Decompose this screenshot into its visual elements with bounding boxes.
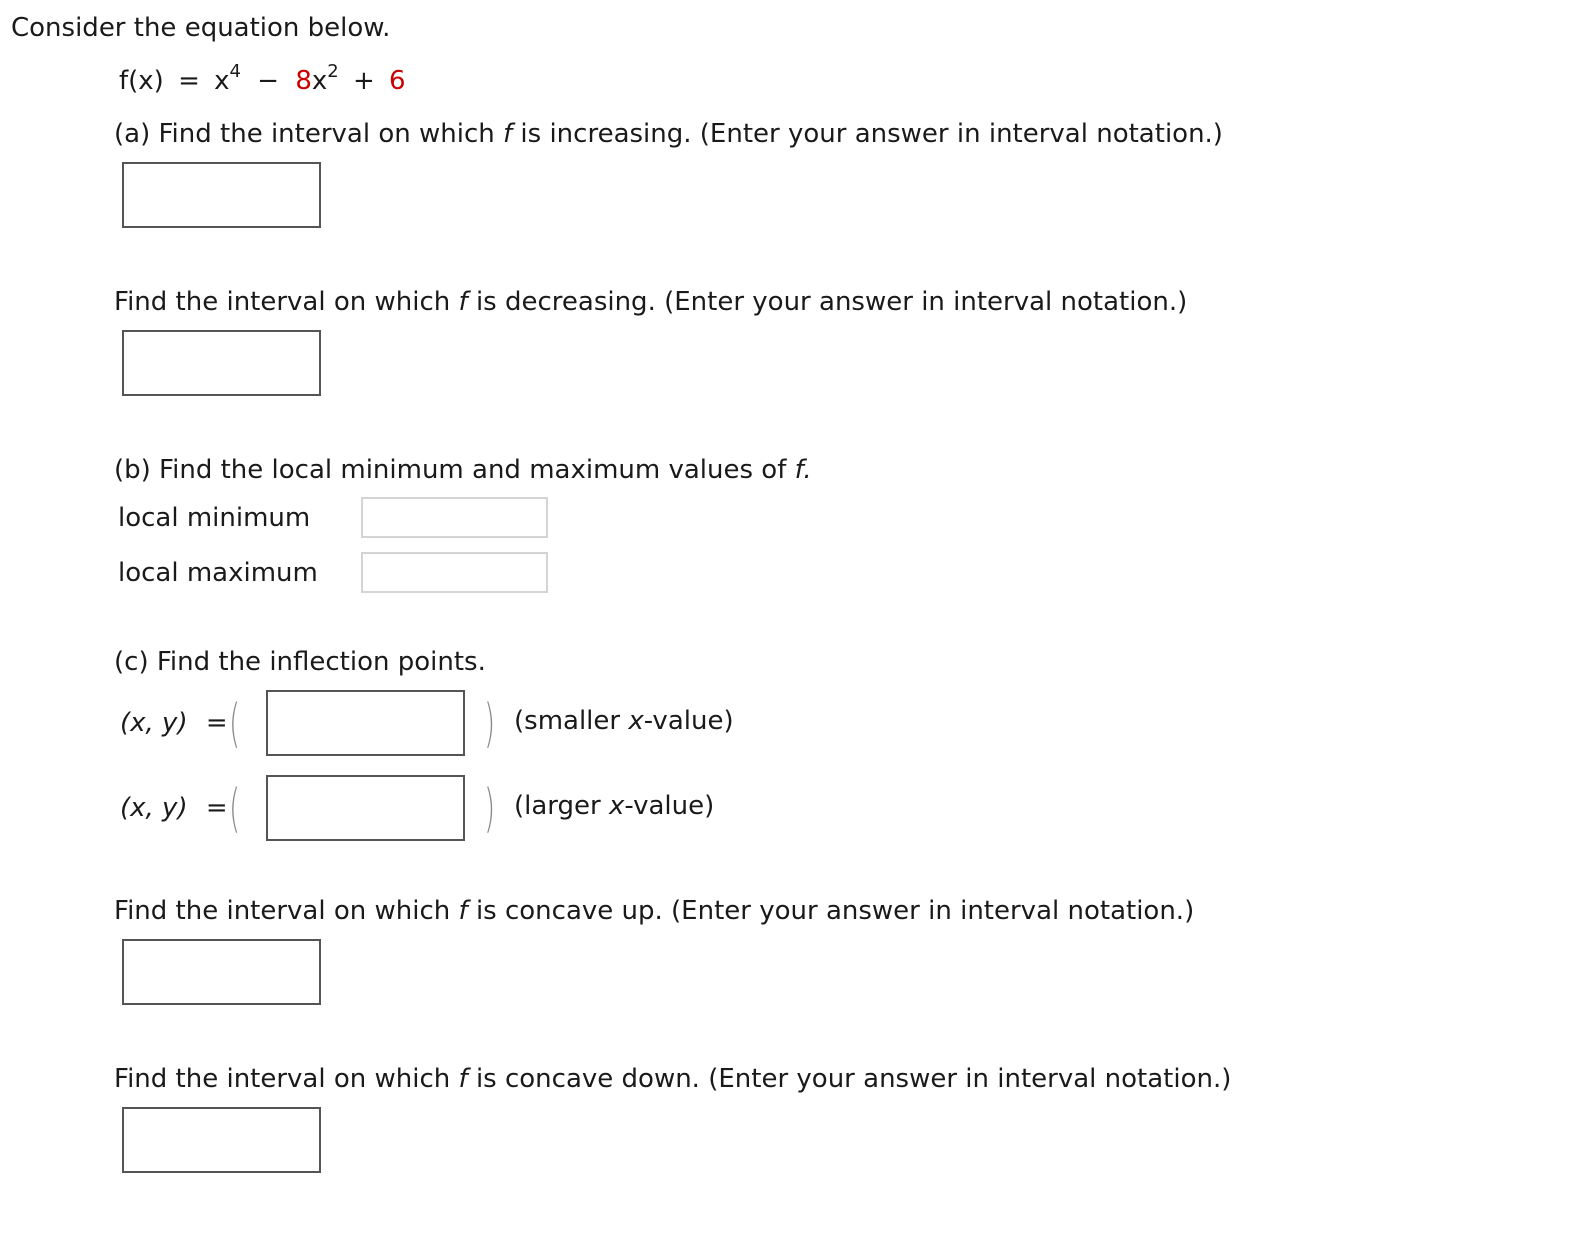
open-paren: ( xyxy=(229,694,241,754)
equation-x: x xyxy=(214,66,230,96)
question-decreasing-suffix: is decreasing. (Enter your answer in interval notation.) xyxy=(475,287,1188,317)
smaller-note-prefix: (smaller xyxy=(514,706,621,736)
xy-label xyxy=(120,791,228,825)
equation-constant: 6 xyxy=(389,66,406,96)
question-increasing-suffix: is increasing. (Enter your answer in interval notation.) xyxy=(520,119,1223,149)
local-minimum-input[interactable] xyxy=(361,497,548,538)
note-suffix: -value) xyxy=(624,791,715,821)
question-decreasing xyxy=(114,285,1187,319)
open-paren: ( xyxy=(229,779,241,839)
note-suffix: -value) xyxy=(643,706,734,736)
xy-eq: = xyxy=(205,708,228,738)
close-paren: ) xyxy=(484,694,496,754)
equation-lhs: f(x) xyxy=(119,66,164,96)
larger-note-prefix: (larger xyxy=(514,791,601,821)
equation-minus: − xyxy=(257,66,280,96)
inflection-point-larger-input[interactable] xyxy=(266,775,465,841)
decreasing-interval-input[interactable] xyxy=(122,330,321,396)
equation-x2: x xyxy=(311,66,328,96)
f-symbol: f. xyxy=(794,455,812,485)
equation xyxy=(119,61,406,98)
xy-text: (x, y) xyxy=(120,708,188,738)
question-decreasing-prefix: Find the interval on which xyxy=(114,287,451,317)
increasing-interval-input[interactable] xyxy=(122,162,321,228)
local-maximum-label: local maximum xyxy=(118,558,318,588)
local-minimum-label: local minimum xyxy=(118,503,311,533)
question-concave-down xyxy=(114,1062,1231,1096)
close-paren: ) xyxy=(484,779,496,839)
equation-plus: + xyxy=(352,66,375,96)
f-symbol: f xyxy=(458,896,468,926)
equation-exp2: 2 xyxy=(327,61,339,83)
concave-up-interval-input[interactable] xyxy=(122,939,321,1005)
inflection-point-smaller-input[interactable] xyxy=(266,690,465,756)
question-increasing-label: (a) Find the interval on which xyxy=(114,119,495,149)
question-local-extrema-label: (b) Find the local minimum and maximum values of xyxy=(114,455,787,485)
question-increasing xyxy=(114,117,1223,151)
equation-coef: 8 xyxy=(295,66,312,96)
question-concave-up-prefix: Find the interval on which xyxy=(114,896,451,926)
question-concave-down-suffix: is concave down. (Enter your answer in interval notation.) xyxy=(475,1064,1232,1094)
f-symbol: f xyxy=(458,287,468,317)
x-symbol: x xyxy=(628,706,644,736)
concave-down-interval-input[interactable] xyxy=(122,1107,321,1173)
question-local-extrema xyxy=(114,453,812,487)
smaller-x-value-note xyxy=(514,704,734,738)
question-concave-up xyxy=(114,894,1194,928)
x-symbol: x xyxy=(609,791,625,821)
f-symbol: f xyxy=(503,119,513,149)
question-inflection: (c) Find the inflection points. xyxy=(114,647,486,677)
local-maximum-input[interactable] xyxy=(361,552,548,593)
xy-eq: = xyxy=(205,793,228,823)
xy-label xyxy=(120,706,228,740)
xy-text: (x, y) xyxy=(120,793,188,823)
equation-eq: = xyxy=(178,66,200,96)
larger-x-value-note xyxy=(514,789,714,823)
question-concave-up-suffix: is concave up. (Enter your answer in interval notation.) xyxy=(475,896,1195,926)
intro-text: Consider the equation below. xyxy=(11,13,391,43)
question-concave-down-prefix: Find the interval on which xyxy=(114,1064,451,1094)
f-symbol: f xyxy=(458,1064,468,1094)
equation-exp4: 4 xyxy=(229,61,241,83)
